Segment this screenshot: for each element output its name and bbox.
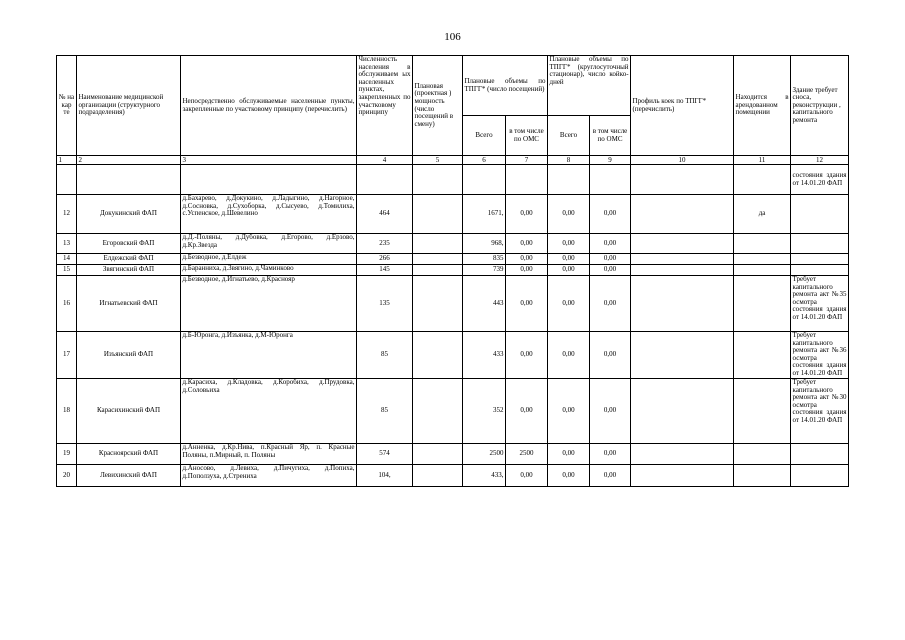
capacity bbox=[413, 465, 463, 487]
settlements: д.Д.-Поляны, д.Дубовка, д.Егорово, д.Ерзово, д.Кр.Звезда bbox=[181, 234, 357, 254]
settlements: д.Бахарево, д.Докукино, д.Ладыгино, д.Нагорное, д.Сосновка, д.Сухоборка, д.Сысуево, д.Томилиха, с.Успенское, д.Шевелино bbox=[181, 195, 357, 234]
organization-name: Карасихинский ФАП bbox=[77, 379, 181, 444]
bed-profile bbox=[631, 195, 734, 234]
table-row bbox=[57, 444, 849, 465]
beds-oms: 0,00 bbox=[590, 465, 631, 487]
column-number: 4 bbox=[357, 156, 413, 165]
capacity bbox=[413, 234, 463, 254]
beds-total: 0,00 bbox=[548, 195, 590, 234]
bed-profile bbox=[631, 332, 734, 379]
settlements: д.Безводное, д.Игнатьево, д.Краснояр bbox=[181, 276, 357, 332]
beds-oms: 0,00 bbox=[590, 276, 631, 332]
repair-note bbox=[791, 254, 849, 265]
visits-total: 835 bbox=[463, 254, 506, 265]
header-capacity: Плановая (проектная ) мощность (число посещений в смену) bbox=[413, 56, 463, 156]
visits-total: 1671, bbox=[463, 195, 506, 234]
facilities-table bbox=[56, 55, 849, 487]
beds-oms: 0,00 bbox=[590, 234, 631, 254]
header-visits: Плановые объемы по ТПГГ* (число посещений) bbox=[463, 56, 548, 116]
population: 85 bbox=[357, 379, 413, 444]
column-number: 8 bbox=[548, 156, 590, 165]
rented-flag bbox=[734, 234, 791, 254]
capacity bbox=[413, 254, 463, 265]
population: 135 bbox=[357, 276, 413, 332]
rented-flag bbox=[734, 265, 791, 276]
repair-note bbox=[791, 265, 849, 276]
column-number: 9 bbox=[590, 156, 631, 165]
header-beds: Плановые объемы по ТПГГ* (круглосуточный стационар), число койко-дней bbox=[548, 56, 631, 116]
bed-profile bbox=[631, 465, 734, 487]
beds-total: 0,00 bbox=[548, 234, 590, 254]
row-number: 15 bbox=[57, 265, 77, 276]
visits-oms: 0,00 bbox=[506, 276, 548, 332]
beds-total: 0,00 bbox=[548, 265, 590, 276]
population: 85 bbox=[357, 332, 413, 379]
organization-name: Левихинский ФАП bbox=[77, 465, 181, 487]
visits-total: 433, bbox=[463, 465, 506, 487]
header-repair: Здание требует сноса, реконструкции , капитального ремонта bbox=[791, 56, 849, 156]
organization-name: Докукинский ФАП bbox=[77, 195, 181, 234]
rented-flag bbox=[734, 254, 791, 265]
visits-total: 739 bbox=[463, 265, 506, 276]
organization-name: Звягинский ФАП bbox=[77, 265, 181, 276]
capacity bbox=[413, 332, 463, 379]
row-number: 16 bbox=[57, 276, 77, 332]
visits-total: 352 bbox=[463, 379, 506, 444]
beds-total: 0,00 bbox=[548, 332, 590, 379]
continuation-row bbox=[57, 165, 849, 195]
header-beds-total: Всего bbox=[548, 116, 590, 156]
visits-oms: 0,00 bbox=[506, 234, 548, 254]
row-number: 18 bbox=[57, 379, 77, 444]
settlements: д.Анненка, д.Кр.Нива, п.Красный Яр, п. Красные Поляны, п.Мирный, п. Поляны bbox=[181, 444, 357, 465]
column-number: 11 bbox=[734, 156, 791, 165]
population: 266 bbox=[357, 254, 413, 265]
settlements: д.Б-Юронга, д.Изъянка, д.М-Юронга bbox=[181, 332, 357, 379]
visits-total: 443 bbox=[463, 276, 506, 332]
beds-oms: 0,00 bbox=[590, 332, 631, 379]
organization-name: Изъянский ФАП bbox=[77, 332, 181, 379]
table-row bbox=[57, 379, 849, 444]
visits-total: 968, bbox=[463, 234, 506, 254]
column-number: 3 bbox=[181, 156, 357, 165]
table-row bbox=[57, 276, 849, 332]
header-settlements: Непосредственно обслуживаемые населенные пункты, закрепленные по участковому принципу (перечислить) bbox=[181, 56, 357, 156]
organization-name: Егоровский ФАП bbox=[77, 234, 181, 254]
capacity bbox=[413, 379, 463, 444]
column-number: 10 bbox=[631, 156, 734, 165]
visits-oms: 0,00 bbox=[506, 465, 548, 487]
bed-profile bbox=[631, 234, 734, 254]
header-row bbox=[57, 56, 849, 116]
column-number: 2 bbox=[77, 156, 181, 165]
page-number: 106 bbox=[444, 31, 461, 43]
population: 574 bbox=[357, 444, 413, 465]
organization-name: Игнатьевский ФАП bbox=[77, 276, 181, 332]
column-number: 6 bbox=[463, 156, 506, 165]
population: 104, bbox=[357, 465, 413, 487]
visits-oms: 0,00 bbox=[506, 254, 548, 265]
population: 145 bbox=[357, 265, 413, 276]
row-number: 13 bbox=[57, 234, 77, 254]
beds-oms: 0,00 bbox=[590, 195, 631, 234]
capacity bbox=[413, 276, 463, 332]
beds-total: 0,00 bbox=[548, 465, 590, 487]
rented-flag bbox=[734, 276, 791, 332]
visits-oms: 2500 bbox=[506, 444, 548, 465]
population: 464 bbox=[357, 195, 413, 234]
repair-note bbox=[791, 234, 849, 254]
repair-note: Требует капитального ремонта акт №30 осмотра состояния здания от 14.01.20 ФАП bbox=[791, 379, 849, 444]
table-row bbox=[57, 465, 849, 487]
row-number: 17 bbox=[57, 332, 77, 379]
rented-flag: да bbox=[734, 195, 791, 234]
row-number: 20 bbox=[57, 465, 77, 487]
settlements: д.Аносово, д.Левиха, д.Пичугиха, д.Попиха, д.Поползуха, д.Стрениха bbox=[181, 465, 357, 487]
beds-total: 0,00 bbox=[548, 276, 590, 332]
header-visits-total: Всего bbox=[463, 116, 506, 156]
header-bed-profile: Профиль коек по ТПГГ* (перечислить) bbox=[631, 56, 734, 156]
beds-oms: 0,00 bbox=[590, 265, 631, 276]
repair-note bbox=[791, 444, 849, 465]
rented-flag bbox=[734, 444, 791, 465]
header-visits-oms: в том числе по ОМС bbox=[506, 116, 548, 156]
header-rented: Находится в арендованном помещении bbox=[734, 56, 791, 156]
bed-profile bbox=[631, 265, 734, 276]
table-row bbox=[57, 265, 849, 276]
table-row bbox=[57, 254, 849, 265]
repair-note: Требует капитального ремонта акт №35 осмотра состояния здания от 14.01.20 ФАП bbox=[791, 276, 849, 332]
capacity bbox=[413, 195, 463, 234]
table-row bbox=[57, 332, 849, 379]
bed-profile bbox=[631, 276, 734, 332]
beds-total: 0,00 bbox=[548, 444, 590, 465]
beds-oms: 0,00 bbox=[590, 254, 631, 265]
continuation-note: состояния здания от 14.01.20 ФАП bbox=[791, 165, 849, 195]
rented-flag bbox=[734, 465, 791, 487]
visits-oms: 0,00 bbox=[506, 379, 548, 444]
column-number: 1 bbox=[57, 156, 77, 165]
row-number: 12 bbox=[57, 195, 77, 234]
beds-oms: 0,00 bbox=[590, 444, 631, 465]
settlements: д.Безводное, д.Елдеж bbox=[181, 254, 357, 265]
beds-total: 0,00 bbox=[548, 254, 590, 265]
table-row bbox=[57, 195, 849, 234]
capacity bbox=[413, 265, 463, 276]
beds-oms: 0,00 bbox=[590, 379, 631, 444]
settlements: д.Карасиха, д.Кладовка, д.Коробиха, д.Прудовка, д.Соловьиха bbox=[181, 379, 357, 444]
visits-oms: 0,00 bbox=[506, 195, 548, 234]
repair-note bbox=[791, 195, 849, 234]
header-number: № на кар те bbox=[57, 56, 77, 156]
column-number: 5 bbox=[413, 156, 463, 165]
visits-total: 433 bbox=[463, 332, 506, 379]
beds-total: 0,00 bbox=[548, 379, 590, 444]
table-row bbox=[57, 234, 849, 254]
bed-profile bbox=[631, 444, 734, 465]
column-number: 7 bbox=[506, 156, 548, 165]
visits-total: 2500 bbox=[463, 444, 506, 465]
header-beds-oms: в том числе по ОМС bbox=[590, 116, 631, 156]
row-number: 19 bbox=[57, 444, 77, 465]
header-organization: Наименование медицинской организации (структурного подразделения) bbox=[77, 56, 181, 156]
bed-profile bbox=[631, 254, 734, 265]
header-population: Численность населения в обслуживаем ых населенных пунктах, закрепленных по участковому принципу bbox=[357, 56, 413, 156]
rented-flag bbox=[734, 379, 791, 444]
bed-profile bbox=[631, 379, 734, 444]
population: 235 bbox=[357, 234, 413, 254]
visits-oms: 0,00 bbox=[506, 332, 548, 379]
organization-name: Красноярский ФАП bbox=[77, 444, 181, 465]
rented-flag bbox=[734, 332, 791, 379]
repair-note: Требует капитального ремонта акт №36 осмотра состояния здания от 14.01.20 ФАП bbox=[792, 331, 847, 377]
repair-note bbox=[791, 465, 849, 487]
column-number: 12 bbox=[791, 156, 849, 165]
capacity bbox=[413, 444, 463, 465]
settlements: д.Баранниха, д.Звягино, д.Чаминково bbox=[181, 265, 357, 276]
visits-oms: 0,00 bbox=[506, 265, 548, 276]
organization-name: Елдежский ФАП bbox=[77, 254, 181, 265]
row-number: 14 bbox=[57, 254, 77, 265]
column-number-row bbox=[57, 156, 849, 165]
